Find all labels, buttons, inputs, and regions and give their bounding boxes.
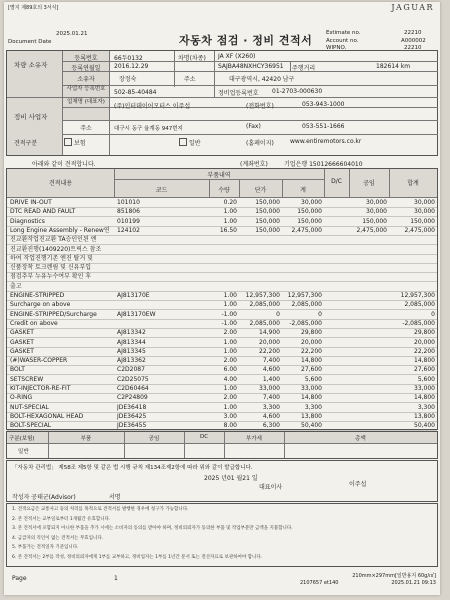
row-desc: DRIVE IN-OUT [10,199,52,206]
estimate-no-label: Estimate no. [326,30,361,36]
row-amount: 50,400 [301,422,322,430]
header-qty: 수량 [218,187,230,194]
car-name-label: 차명(차종) [178,55,206,62]
shop-section-label: 정비 사업자 [14,113,48,121]
estimate-type-label: 견적구분 [14,140,38,147]
wipno-label: WIPNO. [326,45,347,51]
row-code: AJ813362 [117,357,146,365]
row-price: 7,400 [262,357,280,365]
row-qty: 6.00 [223,366,237,374]
header-price: 단가 [254,187,267,194]
header-parts: 부품내역 [207,172,231,179]
footer-ref: 2107657 et140 [300,580,339,586]
mileage: 182614 km [376,63,411,70]
row-price: 4,600 [262,366,280,374]
header-total: 합계 [407,180,419,187]
row-code: AJ813345 [117,347,146,355]
summary-vat-header: 부가세 [246,436,262,442]
row-amount: 2,085,000 [291,301,322,309]
row-amount: 33,000 [301,385,322,392]
row-desc: GASKET [10,329,34,337]
row-total: 20,000 [414,338,435,346]
row-price: 150,000 [255,226,280,234]
row-total: 30,000 [414,208,435,216]
row-price: 14,900 [259,329,280,337]
row-labor: 30,000 [366,208,387,216]
row-total: 2,475,000 [404,226,435,234]
row-desc: BOLT [10,366,25,374]
row-desc: 신품장착 토크렌림 및 신유부입 [10,264,92,272]
fax-label: (Fax) [246,123,261,130]
insurance-checkbox[interactable] [64,138,72,146]
owner: 장정숙 [119,76,137,83]
row-desc: 점검추부 누유누수여부 확인 후 [10,273,92,281]
row-amount: 3,300 [304,403,322,411]
phone-label: (전화번호) [246,103,274,110]
row-desc: Long Engine Assembly - Renew연 [10,226,110,234]
biz-no-label: 사업자 등록번호 [66,86,106,92]
row-qty: 1.00 [223,403,237,411]
row-desc: Credit on above [10,319,58,327]
row-code: JDE36418 [117,403,147,411]
row-price: 150,000 [255,208,280,216]
row-code: AJ813342 [117,329,146,337]
row-code: C2D60464 [117,385,149,392]
row-total: 14,800 [414,394,435,402]
summary-general-label: 일반 [18,449,29,455]
row-price: 4,600 [262,412,280,420]
row-desc: Diagnostics [10,217,45,225]
wipno: 22210 [404,45,422,51]
representative-label: 대표이사 [259,484,283,491]
row-code: AJ813170EW [117,310,156,318]
row-price: 12,957,300 [245,292,280,299]
header-amount: 계 [300,187,306,194]
row-price: 7,400 [262,394,280,402]
homepage: www.entiremotors.co.kr [290,138,362,145]
page-label: Page [12,575,27,582]
header-content: 견적내용 [48,180,73,187]
fax: 053-551-1666 [302,123,345,130]
author-label: 작성자 공태군(Advisor) [12,494,76,501]
row-code: C2P24809 [117,394,148,402]
row-qty: 1.00 [223,301,237,309]
cert-no: 01-2703-000630 [272,88,323,95]
row-desc: GASKET [10,338,34,346]
row-amount: 2,475,000 [291,226,322,234]
sign-label: 서명 [109,494,121,501]
row-qty: 8.00 [223,422,237,430]
mileage-label: 주행거리 [292,65,316,72]
row-price: 6,300 [262,422,280,430]
row-price: 150,000 [255,217,280,225]
page-number: 1 [114,575,118,582]
row-desc: KIT-INJECTOR-RE-FIT [10,385,71,392]
row-desc: 하여 작업진행기존 엔진 탈거 및 [10,254,93,262]
vehicle-section-label: 차량 소유자 [14,61,48,69]
note-item: 6. 본 견적서는 2부를 작성, 정비의뢰자에게 1부를 교부하고, 정비업자는 1부를 1년간 문서 또는 전산자료로 보관하여야 합니다. [12,554,263,560]
row-total: 14,800 [414,357,435,365]
owner-label: 소유자 [77,76,95,83]
row-desc: SETSCREW [10,375,44,383]
row-total: 30,000 [414,199,435,206]
row-price: 2,085,000 [249,301,280,309]
vehicle-address-label: 주소 [184,76,196,83]
row-price: 22,200 [259,347,280,355]
row-code: 124102 [117,226,140,234]
row-total: 33,000 [414,385,435,392]
summary-labor-header: 공임 [148,436,160,442]
row-desc: (#)WASER-COPPER [10,357,68,365]
bank-account-label: (계좌번호) [240,161,268,168]
row-amount: 0 [318,310,322,318]
row-code: C2D25075 [117,375,149,383]
row-amount: 5,600 [304,375,322,383]
summary-type-header: 구분(보험) [9,436,35,442]
row-code: JDE36425 [117,412,147,420]
row-qty: 1.00 [223,208,237,216]
row-code: 101010 [117,199,140,206]
row-total: -2,085,000 [402,319,435,327]
row-qty: 1.00 [223,292,237,299]
row-total: 29,800 [414,329,435,337]
row-labor: 30,000 [366,199,387,206]
row-qty: 1.00 [223,385,237,392]
row-price: 1,400 [262,375,280,383]
note-item: 4. 금급자의 직인이 없는 견적서는 무효입니다. [12,535,104,541]
reg-no-label: 등록번호 [74,55,98,62]
header-labor: 공임 [363,180,375,187]
row-code: JDE36455 [117,422,147,430]
row-desc: BOLT-SPECIAL [10,422,52,430]
bank-account: 기업은행 15012666604010 [284,161,363,168]
jaguar-logo: JAGUAR [391,3,434,12]
row-qty: 1.00 [223,347,237,355]
row-qty: 2.00 [223,394,237,402]
row-qty: 1.00 [223,217,237,225]
row-price: 20,000 [259,338,280,346]
estimate-document [4,2,440,595]
row-price: 3,300 [262,403,280,411]
document-date-label: Document Date [8,39,52,45]
row-desc: ENGINE-STRIPPED/Surcharge [10,310,97,318]
row-desc: GASKET [10,347,34,355]
row-total: 2,085,000 [404,301,435,309]
row-qty: 2.00 [223,329,237,337]
row-amount: 14,800 [301,394,322,402]
header-code: 코드 [155,187,168,194]
insurance-label: 보험 [74,140,86,147]
row-desc: ENGINE-STRIPPED [10,292,65,299]
intro-text: 아래와 같이 견적합니다. [32,161,96,168]
row-code: AJ813170E [117,292,150,299]
general-checkbox[interactable] [179,138,187,146]
company-label: 업체명 (대표자) [67,99,105,105]
row-amount: 20,000 [301,338,322,346]
row-amount: 29,800 [301,329,322,337]
row-total: 0 [431,310,435,318]
summary-parts-header: 부품 [80,436,92,442]
reg-no: 66두0132 [114,55,143,62]
row-price: 0 [276,310,280,318]
form-number: [별지 제89호의 3서식] [8,5,59,11]
homepage-label: (홈페이지) [246,140,274,147]
statement-date: 2025 년01 월21 일 [204,475,258,482]
row-amount: -2,085,000 [289,319,322,327]
row-amount: 30,000 [301,199,322,206]
vin: SAJBA48NXHCY36951 [218,63,284,70]
estimate-no: 22210 [404,30,422,36]
row-qty: 2.00 [223,357,237,365]
summary-total-header: 총액 [355,436,366,442]
cert-label: 정비업등록번호 [218,90,259,97]
reg-date: 2016.12.29 [114,63,149,70]
general-label: 일반 [189,140,201,147]
row-price: 33,000 [259,385,280,392]
row-amount: 13,800 [301,412,322,420]
row-qty: 1.00 [223,338,237,346]
row-desc: DTC READ AND FAULT [10,208,76,216]
row-code: 010199 [117,217,140,225]
car-name: JA XF (X260) [218,53,256,60]
row-desc: 진교환진행(1409220)트릭스 참조 [10,245,102,253]
row-total: 5,600 [417,375,435,383]
row-qty: 16.50 [219,226,237,234]
row-labor: 150,000 [362,217,387,225]
note-item: 5. 부품가는 견적일자 기준입니다. [12,545,79,550]
shop-address-label: 주소 [80,125,92,132]
note-item: 1. 견적요금은 교통사고 등의 처리를 목적으로 견적서를 발행한 경우에 청구가 가능합니다. [12,507,189,512]
row-total: 12,957,300 [400,292,435,299]
row-desc: NUT-SPECIAL [10,403,49,411]
note-item: 3. 본 견적서에 포함되지 아니한 부품을 추가 시에는 소비자의 동의를 받아야 하며, 정비의뢰자가 동의한 부품 및 작업부분만 금액을 지불합니다. [12,526,293,531]
row-total: 27,600 [414,366,435,374]
document-title: 자동차 점검 · 정비 견적서 [179,34,313,47]
row-qty: 3.00 [223,412,237,420]
row-amount: 27,600 [301,366,322,374]
account-no: A000002 [401,38,426,44]
row-desc: 출고 [10,282,22,290]
row-desc: Surcharge on above [10,301,71,309]
row-qty: 4.00 [223,375,237,383]
row-total: 13,800 [414,412,435,420]
shop-address: 대구시 동구 율계동 947번지 [114,126,183,132]
row-total: 22,200 [414,347,435,355]
row-qty: 0.20 [223,199,237,206]
vehicle-address: 대구광역시, 42420 남구 [229,76,295,83]
row-amount: 150,000 [297,217,322,225]
row-total: 50,400 [414,422,435,430]
row-qty: -1.00 [221,319,237,327]
account-no-label: Account no. [326,38,359,44]
note-item: 2. 본 견적서는 교부일로부터 1개월간 유효합니다. [12,516,111,522]
row-code: 851806 [117,208,140,216]
reg-date-label: 등록연월일 [71,65,101,72]
row-amount: 22,200 [301,347,322,355]
biz-no: 502-85-40484 [114,89,157,96]
company-name: (주)인터데이어모터스 이주섭 [114,103,191,110]
row-total: 150,000 [410,217,435,225]
summary-dc-header: DC [199,434,209,440]
row-amount: 12,957,300 [287,292,322,299]
row-qty: -1.00 [221,310,237,318]
row-labor: 2,475,000 [356,226,387,234]
row-amount: 14,800 [301,357,322,365]
row-amount: 150,000 [297,208,322,216]
row-desc: 진교환작업진교환 TA승인인된 엔 [10,236,97,244]
notes-list [12,505,293,562]
row-price: 150,000 [255,199,280,206]
row-price: 2,085,000 [249,319,280,327]
statement-text: 「자동차 관리법」 제58조 제5항 및 같은 법 시행 규칙 제134조제2항에 따라 위와 같이 발급합니다. [12,465,253,471]
header-dc: D/C [331,178,342,185]
row-desc: BOLT-HEXAGONAL HEAD [10,412,84,420]
paper-spec: 210mm×297mm[일반용지 60g/㎡] [352,573,436,579]
representative-name: 이주섭 [349,481,367,488]
phone: 053-943-1000 [302,101,345,108]
row-total: 3,300 [417,403,435,411]
row-desc: O-RING [10,394,33,402]
printed-time: 2025.01.21 09:13 [391,580,436,586]
row-code: AJ813344 [117,338,146,346]
row-code: C2D2087 [117,366,145,374]
document-date: 2025.01.21 [56,31,88,37]
